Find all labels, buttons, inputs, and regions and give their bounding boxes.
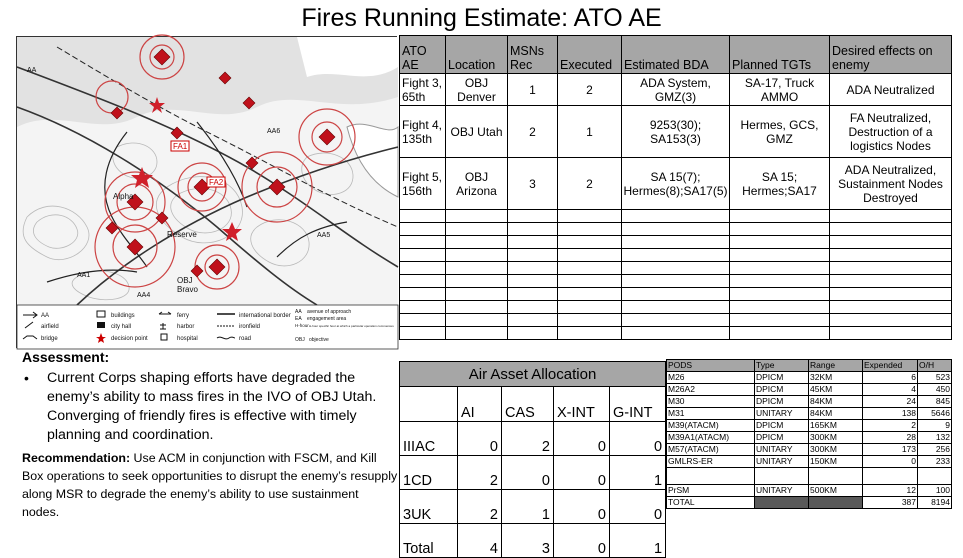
pods-cell: 300KM [809, 432, 863, 444]
air-col-x-int: X-INT [554, 387, 610, 422]
legend-key-ea: EA [295, 316, 302, 322]
legend-bridge: bridge [41, 336, 58, 342]
assessment-list [22, 369, 398, 445]
cell-location: OBJ Arizona [446, 158, 508, 210]
pods-cell: 45KM [809, 384, 863, 396]
blank-row [400, 327, 952, 340]
pods-cell: 0 [863, 456, 918, 468]
air-title: Air Asset Allocation [400, 362, 666, 387]
air-header-row [400, 387, 666, 422]
map-graphic [17, 37, 398, 349]
col-header-estimated-bda: Estimated BDA [622, 36, 730, 74]
cell-msns-rec: 1 [508, 74, 558, 106]
pods-cell: PrSM [667, 485, 755, 497]
air-row-label: 1CD [400, 456, 458, 490]
recommendation-label: Recommendation: [22, 451, 131, 465]
cell-desired-effects: ADA Neutralized, Sustainment Nodes Destroyed [830, 158, 952, 210]
air-col-cas: CAS [502, 387, 554, 422]
table-row [400, 524, 666, 558]
pods-cell: UNITARY [755, 444, 809, 456]
legend-decision-point: decision point [111, 336, 148, 342]
blank-row [400, 314, 952, 327]
legend-engagement-area: engagement area [307, 316, 347, 322]
pods-cell: 300KM [809, 444, 863, 456]
pods-cell: 12 [863, 485, 918, 497]
pods-cell: 24 [863, 396, 918, 408]
pods-cell: 5646 [918, 408, 952, 420]
air-cell: 0 [554, 422, 610, 456]
map-label-aa1: AA1 [77, 272, 91, 279]
legend-avenue-of-approach: avenue of approach [307, 309, 352, 315]
col-header-msns-rec: MSNs Rec [508, 36, 558, 74]
map-label-reserve: Reserve [167, 230, 197, 239]
map-label-fa2: FA2 [209, 178, 224, 187]
pods-cell: 256 [918, 444, 952, 456]
table-row [400, 106, 952, 158]
legend-key-h-hour: H-hour [295, 323, 309, 328]
air-col-ai: AI [458, 387, 502, 422]
cell-ato-ae: Fight 5, 156th [400, 158, 446, 210]
col-header-location: Location [446, 36, 508, 74]
pods-cell: 100 [918, 485, 952, 497]
table-row [400, 456, 666, 490]
cell-estimated-bda: ADA System, GMZ(3) [622, 74, 730, 106]
pods-total-row [667, 497, 952, 509]
air-cell: 0 [554, 490, 610, 524]
operations-map[interactable] [16, 36, 397, 348]
cell-executed: 2 [558, 158, 622, 210]
air-asset-allocation-table [399, 361, 666, 558]
pods-cell: DPICM [755, 420, 809, 432]
map-label-fa1: FA1 [173, 142, 188, 151]
legend-key-obj: OBJ [295, 337, 305, 343]
blank-row [400, 249, 952, 262]
col-header-planned-tgts: Planned TGTs [730, 36, 830, 74]
air-cell: 1 [502, 490, 554, 524]
pods-cell: 173 [863, 444, 918, 456]
legend-city-hall: city hall [111, 324, 132, 330]
pods-cell: M26 [667, 372, 755, 384]
map-label-bravo: Bravo [177, 285, 198, 294]
pods-col-type: Type [755, 360, 809, 372]
air-cell: 3 [502, 524, 554, 558]
table-row [667, 456, 952, 468]
blank-row [400, 236, 952, 249]
legend-ironfield: ironfield [239, 324, 261, 330]
pods-cell-shaded [809, 497, 863, 509]
legend-aa: AA [41, 313, 50, 319]
blank-row [400, 275, 952, 288]
table-row [400, 158, 952, 210]
pods-col-oh: O/H [918, 360, 952, 372]
table-row [400, 422, 666, 456]
pods-cell: 32KM [809, 372, 863, 384]
col-header-ato-ae: ATO AE [400, 36, 446, 74]
air-cell: 2 [502, 422, 554, 456]
air-cell: 2 [458, 490, 502, 524]
pods-header-row [667, 360, 952, 372]
pods-cell: M39A1(ATACM) [667, 432, 755, 444]
pods-cell: M57(ATACM) [667, 444, 755, 456]
recommendation [22, 449, 398, 521]
blank-row [400, 210, 952, 223]
pods-cell: UNITARY [755, 485, 809, 497]
air-row-label: 3UK [400, 490, 458, 524]
cell-location: OBJ Denver [446, 74, 508, 106]
pods-col-range: Range [809, 360, 863, 372]
table-row [400, 490, 666, 524]
pods-cell: 500KM [809, 485, 863, 497]
pods-cell: M31 [667, 408, 755, 420]
legend-harbor: harbor [177, 324, 195, 330]
pods-cell: 165KM [809, 420, 863, 432]
map-label-aa: AA [27, 67, 37, 74]
map-label-aa4: AA4 [137, 292, 151, 299]
blank-row [400, 262, 952, 275]
pods-cell: 132 [918, 432, 952, 444]
air-cell: 1 [610, 456, 666, 490]
assessment-section [22, 349, 398, 521]
pods-cell: M39(ATACM) [667, 420, 755, 432]
air-cell: 0 [610, 422, 666, 456]
cell-estimated-bda: SA 15(7); Hermes(8);SA17(5) [622, 158, 730, 210]
page-title: Fires Running Estimate: ATO AE [301, 4, 662, 32]
air-cell: 0 [458, 422, 502, 456]
air-cell: 1 [610, 524, 666, 558]
legend-h-hour: H-hour specific hour at which a particular operation commences [309, 324, 394, 328]
pods-cell: UNITARY [755, 408, 809, 420]
cell-desired-effects: ADA Neutralized [830, 74, 952, 106]
table-row [667, 372, 952, 384]
fires-header-row [400, 36, 952, 74]
air-title-row [400, 362, 666, 387]
pods-total-label: TOTAL [667, 497, 755, 509]
pods-cell: 9 [918, 420, 952, 432]
cell-ato-ae: Fight 3, 65th [400, 74, 446, 106]
table-row [667, 444, 952, 456]
col-header-desired-effects: Desired effects on enemy [830, 36, 952, 74]
cell-planned-tgts: SA 15; Hermes;SA17 [730, 158, 830, 210]
assessment-heading: Assessment: [22, 349, 110, 365]
pods-total-expended: 387 [863, 497, 918, 509]
air-cell: 4 [458, 524, 502, 558]
air-cell: 0 [554, 456, 610, 490]
table-row [667, 432, 952, 444]
cell-location: OBJ Utah [446, 106, 508, 158]
legend-airfield: airfield [41, 324, 59, 330]
legend-road: road [239, 336, 252, 342]
pods-cell: 4 [863, 384, 918, 396]
blank-row [667, 468, 952, 485]
table-row [667, 384, 952, 396]
legend-buildings: buildings [111, 313, 135, 319]
legend-ferry: ferry [177, 313, 189, 319]
table-row [667, 420, 952, 432]
pods-table [666, 359, 952, 509]
map-label-aa6: AA6 [267, 128, 281, 135]
pods-cell: 845 [918, 396, 952, 408]
cell-estimated-bda: 9253(30); SA153(3) [622, 106, 730, 158]
pods-col-expended: Expended [863, 360, 918, 372]
pods-cell: 138 [863, 408, 918, 420]
pods-cell: DPICM [755, 432, 809, 444]
air-cell: 0 [610, 490, 666, 524]
cell-desired-effects: FA Neutralized, Destruction of a logistics Nodes [830, 106, 952, 158]
cell-ato-ae: Fight 4, 135th [400, 106, 446, 158]
air-row-label: Total [400, 524, 458, 558]
cell-msns-rec: 2 [508, 106, 558, 158]
table-row [667, 408, 952, 420]
air-cell: 0 [554, 524, 610, 558]
cell-executed: 1 [558, 106, 622, 158]
air-row-label: IIIAC [400, 422, 458, 456]
pods-cell: DPICM [755, 396, 809, 408]
map-label-obj: OBJ [177, 276, 193, 285]
pods-cell: 450 [918, 384, 952, 396]
blank-row [400, 223, 952, 236]
map-label-alpha: Alpha [113, 192, 134, 201]
pods-cell: DPICM [755, 384, 809, 396]
pods-col-pods: PODS [667, 360, 755, 372]
table-row [667, 396, 952, 408]
legend-hospital: hospital [177, 336, 198, 342]
air-cell: 2 [458, 456, 502, 490]
pods-cell-shaded [755, 497, 809, 509]
pods-cell: 28 [863, 432, 918, 444]
pods-cell: 84KM [809, 396, 863, 408]
pods-total-oh: 8194 [918, 497, 952, 509]
pods-cell: 6 [863, 372, 918, 384]
legend-international-border: international border [239, 313, 291, 319]
pods-cell: 150KM [809, 456, 863, 468]
col-header-executed: Executed [558, 36, 622, 74]
blank-row [400, 301, 952, 314]
table-row [667, 485, 952, 497]
cell-msns-rec: 3 [508, 158, 558, 210]
fires-estimate-table [399, 35, 952, 340]
legend-key-aa: AA [295, 309, 302, 315]
map-label-aa5: AA5 [317, 232, 331, 239]
pods-cell: 2 [863, 420, 918, 432]
blank-row [400, 288, 952, 301]
air-cell: 0 [502, 456, 554, 490]
cell-planned-tgts: SA-17, Truck AMMO [730, 74, 830, 106]
air-col-g-int: G-INT [610, 387, 666, 422]
pods-cell: DPICM [755, 372, 809, 384]
cell-planned-tgts: Hermes, GCS, GMZ [730, 106, 830, 158]
pods-cell: 233 [918, 456, 952, 468]
legend-objective: objective [309, 337, 329, 343]
recommendation-text: Use ACM in conjunction with FSCM, and Kill Box operations to seek opportunities to disrupt the enemy’s resupply along MSR to degrade the enemy’s ability to use sustainment nodes. [22, 451, 398, 519]
cell-executed: 2 [558, 74, 622, 106]
pods-cell: 84KM [809, 408, 863, 420]
pods-cell: 523 [918, 372, 952, 384]
table-row [400, 74, 952, 106]
pods-cell: M26A2 [667, 384, 755, 396]
pods-cell: UNITARY [755, 456, 809, 468]
assessment-bullet: • Current Corps shaping efforts have degraded the enemy’s ability to mass fires in the IVO of OBJ Utah. Converging of friendly fires is effective with timely planning and coordination. [22, 369, 398, 445]
pods-cell: GMLRS-ER [667, 456, 755, 468]
pods-cell: M30 [667, 396, 755, 408]
